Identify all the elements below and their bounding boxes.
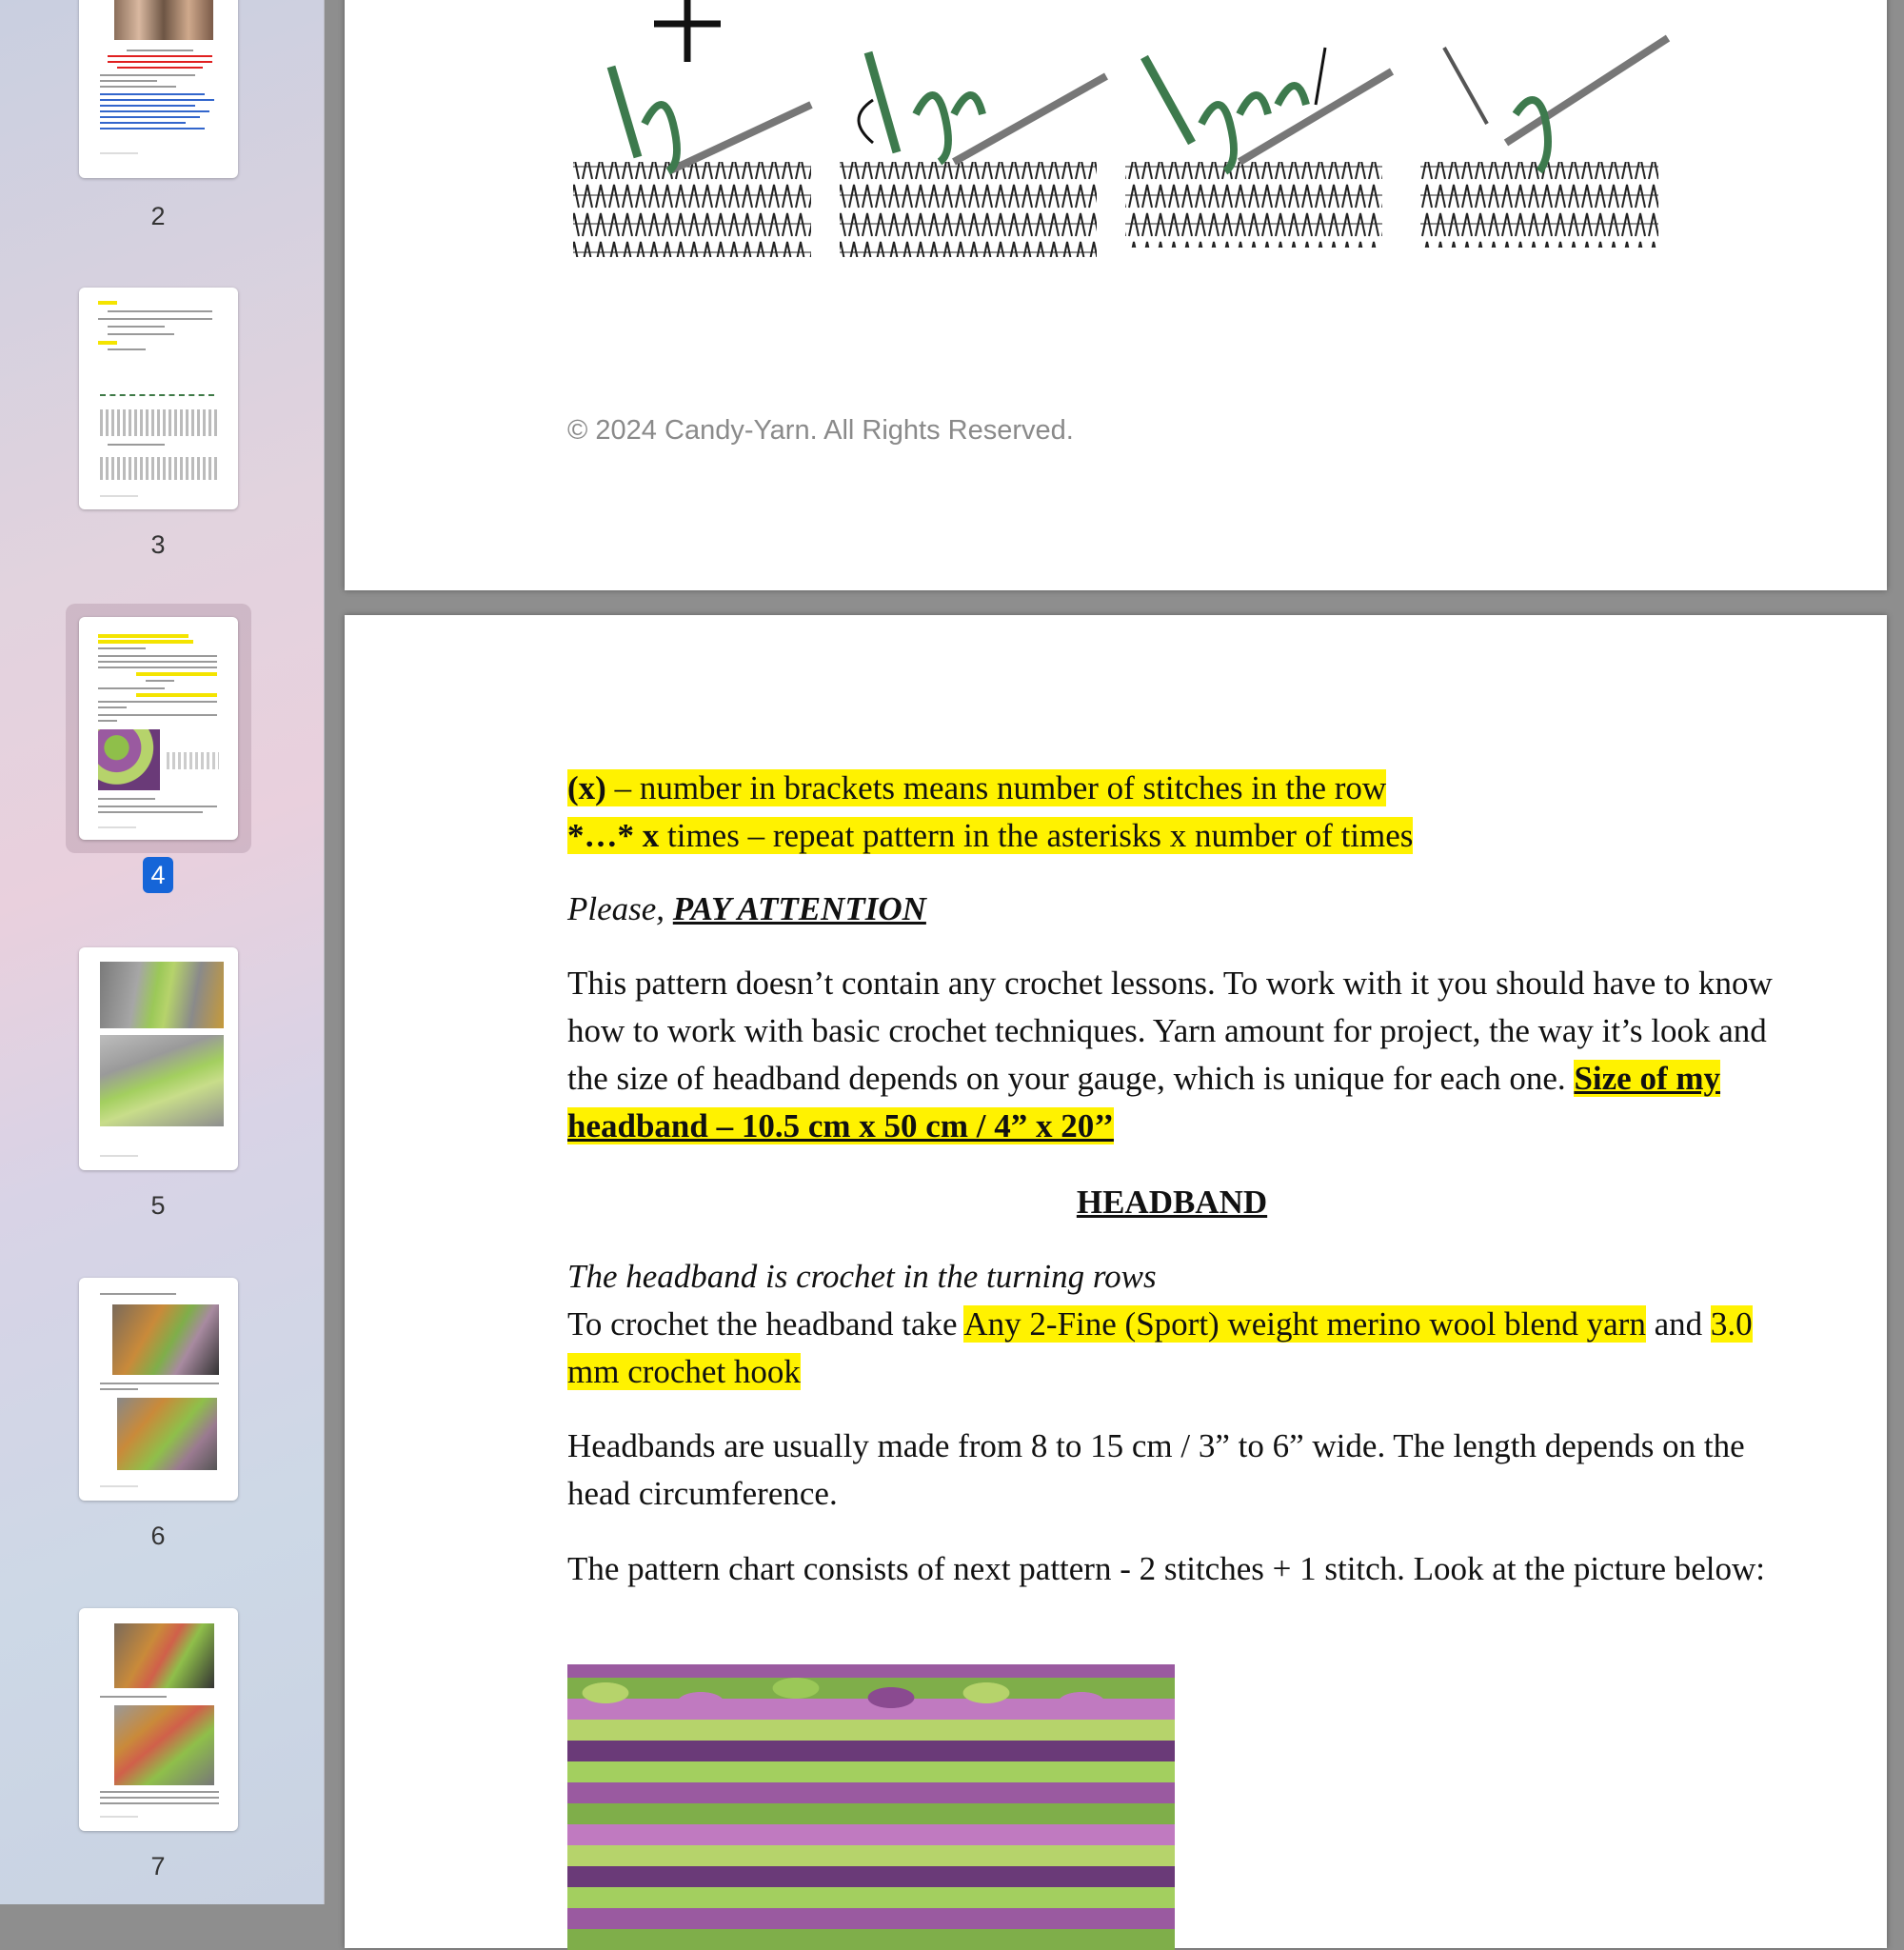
thumbnail-crochet-photo — [117, 1398, 217, 1470]
stitch-step-2 — [840, 52, 1106, 257]
page-number-3[interactable]: 3 — [150, 530, 166, 559]
page-thumbnail-6[interactable] — [79, 1278, 238, 1501]
page-thumbnail-4[interactable] — [79, 617, 238, 840]
yarn-texture-photo — [567, 1664, 1175, 1950]
legend-x-line — [567, 765, 1386, 812]
thumbnail-photo — [114, 0, 213, 40]
page-number-6[interactable]: 6 — [150, 1522, 166, 1550]
thumbnail-stitch-diagram — [100, 366, 214, 396]
stitch-step-4 — [1420, 38, 1668, 248]
attention-emphasis: PAY ATTENTION — [672, 890, 926, 927]
page-number-4[interactable]: 4 — [0, 857, 316, 893]
section-heading: HEADBAND — [1076, 1184, 1268, 1221]
attention-prefix: Please, — [567, 890, 673, 927]
materials-and: and — [1645, 1305, 1711, 1343]
thumbnail-crochet-photo — [114, 1623, 214, 1688]
thumbnail-crochet-photo — [100, 1035, 224, 1126]
chart-paragraph: The pattern chart consists of next pattern - 2 stitches + 1 stitch. Look at the picture below: — [567, 1550, 1766, 1587]
stitch-step-3 — [1125, 48, 1392, 248]
legend-x-text: – number in brackets means number of stitches in the row — [605, 769, 1387, 806]
intro-paragraph — [567, 960, 1776, 1150]
page-thumbnail-5[interactable] — [79, 947, 238, 1170]
thumbnail-crochet-photo — [114, 1705, 214, 1785]
thumbnail-chart — [167, 752, 219, 769]
legend-x-label: (x) — [567, 769, 606, 806]
page-number-5[interactable]: 5 — [150, 1191, 166, 1220]
intro-text: This pattern doesn’t contain any crochet lessons. To work with it you should have to know how to work with basic crochet techniques. Yarn amount for project, the way it’s look and the size of headband depends on your gauge, which is unique for each one. — [567, 965, 1773, 1097]
thumbnail-yarn-photo — [98, 729, 160, 790]
document-page-4 — [345, 615, 1887, 1948]
attention-line — [567, 885, 926, 933]
materials-paragraph — [567, 1301, 1776, 1396]
turning-rows-note: The headband is crochet in the turning rows — [567, 1258, 1157, 1295]
page-thumbnail-2[interactable] — [79, 0, 238, 178]
hook-highlight: 3.0 mm crochet hook — [567, 1305, 1753, 1390]
thumbnail-stitch-diagram — [100, 409, 219, 436]
legend-asterisk-text: times – repeat pattern in the asterisks x number of times — [659, 817, 1414, 854]
thumbnail-stitch-diagram — [100, 457, 219, 480]
page-footer: © 2024 Candy-Yarn. All Rights Reserved. — [567, 415, 1074, 446]
legend-asterisk-label: *…* x — [567, 817, 660, 854]
thumbnail-crochet-photo — [100, 962, 224, 1028]
yarn-highlight: Any 2-Fine (Sport) weight merino wool blend yarn — [963, 1305, 1646, 1343]
page-thumbnail-3[interactable] — [79, 288, 238, 509]
page-thumbnail-7[interactable] — [79, 1608, 238, 1831]
document-page-3 — [345, 0, 1887, 590]
materials-prefix: To crochet the headband take — [567, 1305, 964, 1343]
page-thumbnail-sidebar[interactable] — [0, 0, 325, 1904]
stitch-step-1 — [573, 67, 811, 257]
width-paragraph: Headbands are usually made from 8 to 15 cm / 3” to 6” wide. The length depends on the head circumference. — [567, 1427, 1745, 1512]
page-number-2[interactable]: 2 — [150, 202, 166, 230]
size-note: Size of my headband – 10.5 cm x 50 cm / 4” x 20’’ — [567, 1060, 1721, 1144]
stitch-diagram — [554, 0, 1887, 286]
legend-asterisk-line — [567, 812, 1413, 860]
page-number-7[interactable]: 7 — [150, 1852, 166, 1880]
thumbnail-crochet-photo — [112, 1304, 219, 1375]
